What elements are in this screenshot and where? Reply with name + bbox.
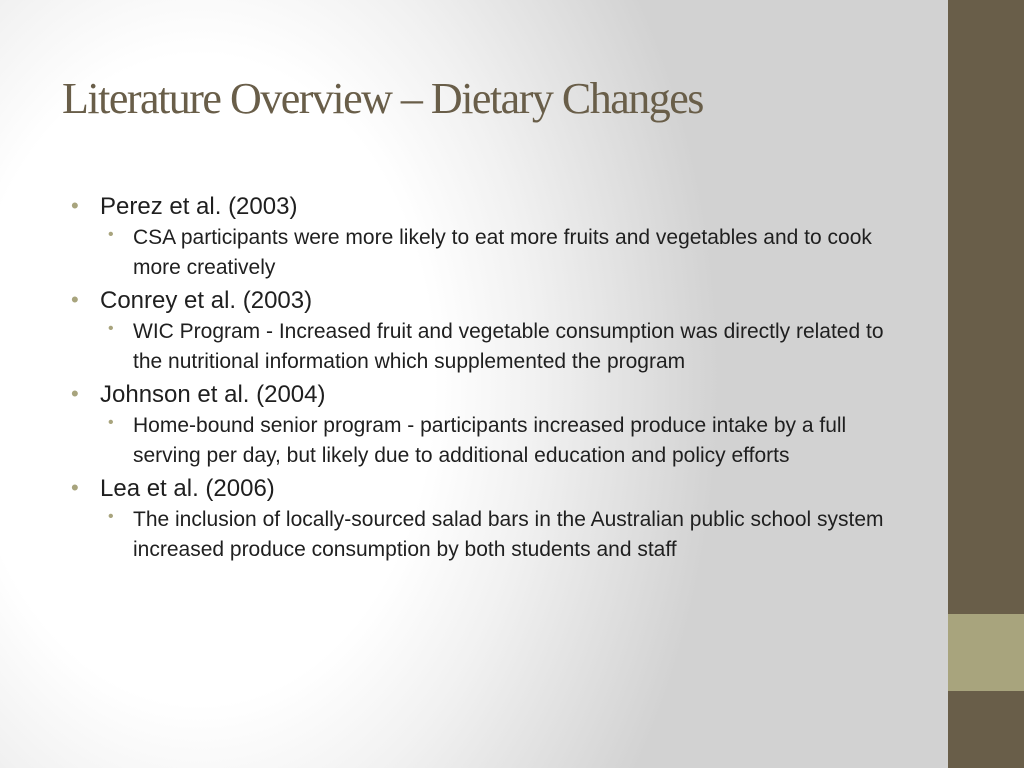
sub-bullet-lea: • The inclusion of locally-sourced salad bars in the Australian public school system increased produce consumption by both students and staff: [100, 505, 898, 564]
sub-bullet-conrey: • WIC Program - Increased fruit and vegetable consumption was directly related to the nutritional information which supplemented the program: [100, 317, 898, 376]
bullet-list: [68, 188, 898, 564]
sidebar-accent-block: [948, 614, 1024, 691]
bullet-johnson: • Johnson et al. (2004): [68, 380, 898, 410]
bullet-conrey: • Conrey et al. (2003): [68, 286, 898, 316]
sub-bullet-perez: • CSA participants were more likely to eat more fruits and vegetables and to cook more creatively: [100, 223, 898, 282]
slide-title: Literature Overview – Dietary Changes: [62, 74, 703, 123]
bullet-lea: • Lea et al. (2006): [68, 474, 898, 504]
bullet-perez: • Perez et al. (2003): [68, 192, 898, 222]
sub-bullet-johnson: • Home-bound senior program - participants increased produce intake by a full serving per day, but likely due to additional education and policy efforts: [100, 411, 898, 470]
